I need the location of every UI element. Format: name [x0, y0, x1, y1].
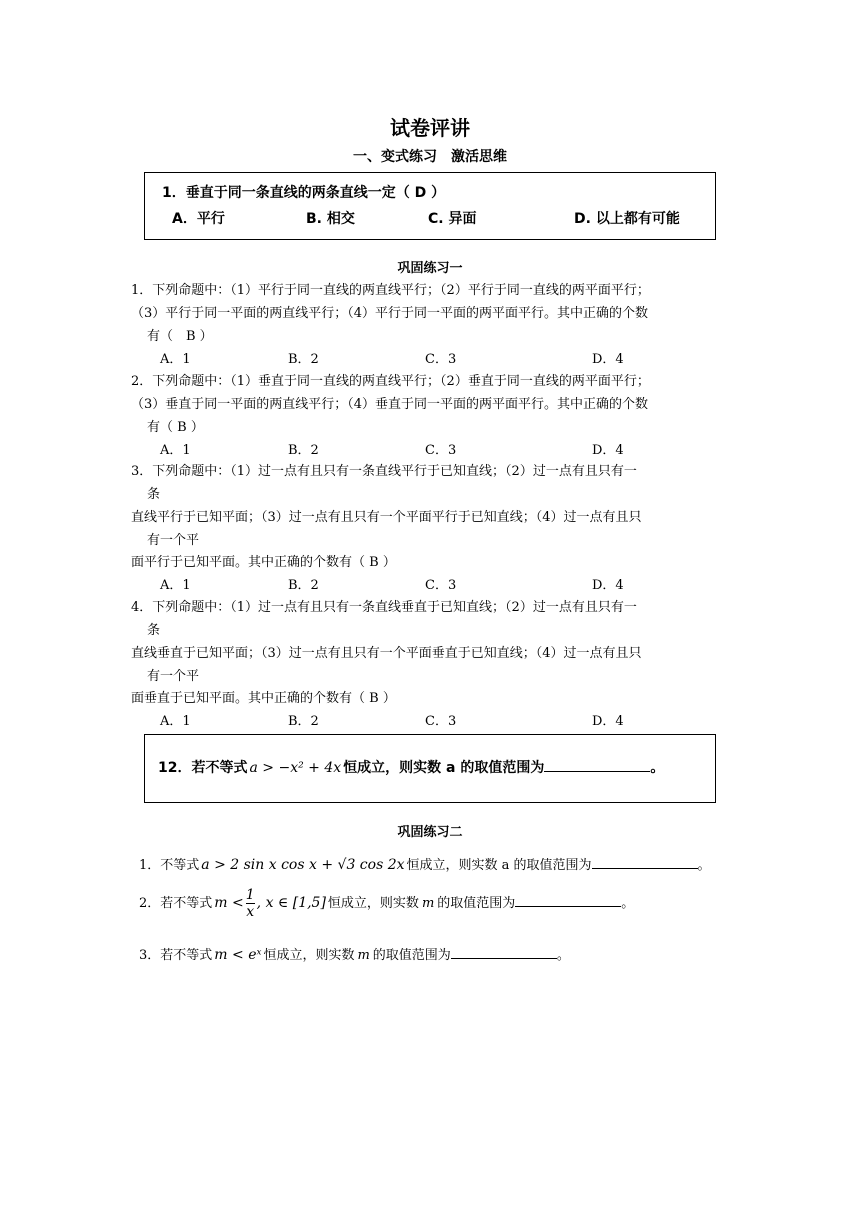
s2-q2-var: m [421, 896, 435, 911]
s2-q1-end: 。 [697, 858, 711, 873]
s1-q3-option-c: C．3 [425, 578, 457, 593]
box1-option-a: A．平行 [172, 211, 225, 227]
box1-option-b: B. 相交 [306, 211, 355, 227]
s1-q3-line2: 条 [147, 487, 161, 502]
box2-end: 。 [650, 760, 665, 776]
s2-q1-math: a > 2 sin x cos x + √3 cos 2x [201, 857, 405, 873]
s2-q2-frac-den: x [246, 904, 255, 920]
box1-option-c: C. 异面 [428, 211, 477, 227]
s2-q3 [139, 944, 570, 963]
s1-q3-option-b: B．2 [288, 578, 319, 593]
s1-q4-option-a: A．1 [160, 714, 191, 729]
s1-q2-option-c: C．3 [425, 443, 457, 458]
box2-math: a > −x² + 4x [249, 760, 342, 776]
s1-q3-option-a: A．1 [160, 578, 191, 593]
box2-question [158, 757, 664, 777]
s1-q3-option-d: D．4 [592, 578, 624, 593]
s1-q4-option-b: B．2 [288, 714, 319, 729]
s2-q1-prefix: 1．不等式 [139, 858, 200, 873]
s1-q2-line3: 有（ B ） [147, 420, 204, 435]
section-subtitle: 一、变式练习 激活思维 [353, 149, 507, 165]
s1-q4-line3: 直线垂直于已知平面；（3）过一点有且只有一个平面垂直于已知直线；（4）过一点有且只 [131, 646, 642, 661]
box2-answer-blank[interactable] [544, 759, 650, 772]
box2-prefix: 12．若不等式 [158, 760, 248, 776]
s2-q2-math-right: , x ∈ [1,5] [256, 895, 326, 911]
s1-q2-line2: （3）垂直于同一平面的两直线平行；（4）垂直于同一平面的两平面平行。其中正确的个数 [131, 397, 649, 412]
s1-q1-line2: （3）平行于同一平面的两直线平行；（4）平行于同一平面的两平面平行。其中正确的个数 [131, 306, 649, 321]
section2-heading: 巩固练习二 [397, 825, 463, 840]
s2-q3-suffix: 恒成立，则实数 [263, 948, 355, 963]
s1-q4-option-c: C．3 [425, 714, 457, 729]
s1-q1-option-b: B．2 [288, 352, 319, 367]
s1-q4-line5: 面垂直于已知平面。其中正确的个数有（ B ） [131, 691, 396, 706]
s1-q3-line1: 3．下列命题中：（1）过一点有且只有一条直线平行于已知直线；（2）过一点有且只有一 [131, 464, 637, 479]
s2-q2-end: 。 [621, 896, 635, 911]
box1-option-d: D. 以上都有可能 [574, 211, 680, 227]
s2-q2 [139, 887, 634, 920]
s2-q2-suffix: 恒成立，则实数 [327, 896, 419, 911]
s1-q1-option-a: A．1 [160, 352, 191, 367]
section1-heading: 巩固练习一 [397, 261, 463, 276]
s2-q3-prefix: 3．若不等式 [139, 948, 213, 963]
s1-q4-line4: 有一个平 [147, 669, 200, 684]
s1-q3-line4: 有一个平 [147, 533, 200, 548]
s2-q2-frac-num: 1 [245, 887, 255, 903]
s2-q3-answer-blank[interactable] [451, 946, 557, 959]
s1-q3-line3: 直线平行于已知平面；（3）过一点有且只有一个平面平行于已知直线；（4）过一点有且只 [131, 510, 642, 525]
box1-question: 1．垂直于同一条直线的两条直线一定（ D ） [162, 185, 446, 201]
box2-suffix: 恒成立，则实数 a 的取值范围为 [343, 760, 545, 776]
s2-q3-math: m < eˣ [214, 947, 262, 963]
s1-q1-option-d: D．4 [592, 352, 624, 367]
s2-q2-fraction [246, 887, 255, 920]
s2-q2-suffix2: 的取值范围为 [437, 896, 516, 911]
s2-q3-var: m [357, 948, 370, 963]
s2-q1-suffix: 恒成立，则实数 a 的取值范围为 [406, 858, 592, 873]
s1-q2-option-a: A．1 [160, 443, 191, 458]
page-title: 试卷评讲 [390, 116, 470, 140]
s1-q4-line2: 条 [147, 623, 161, 638]
s1-q2-option-d: D．4 [592, 443, 624, 458]
s2-q3-end: 。 [556, 948, 570, 963]
s1-q2-line1: 2．下列命题中：（1）垂直于同一直线的两直线平行；（2）垂直于同一直线的两平面平行； [131, 374, 650, 389]
s1-q2-option-b: B．2 [288, 443, 319, 458]
s2-q3-suffix2: 的取值范围为 [372, 948, 451, 963]
s1-q1-line3: 有（ B ） [147, 329, 213, 344]
s1-q1-option-c: C．3 [425, 352, 457, 367]
s1-q4-option-d: D．4 [592, 714, 624, 729]
s2-q2-prefix: 2．若不等式 [139, 896, 213, 911]
s1-q1-line1: 1．下列命题中：（1）平行于同一直线的两直线平行；（2）平行于同一直线的两平面平行； [131, 283, 650, 298]
s1-q3-line5: 面平行于已知平面。其中正确的个数有（ B ） [131, 555, 396, 570]
s2-q1 [139, 854, 711, 873]
s2-q1-answer-blank[interactable] [592, 856, 698, 869]
s2-q2-math-left: m < [214, 895, 244, 911]
s2-q2-answer-blank[interactable] [515, 894, 621, 907]
s1-q4-line1: 4．下列命题中：（1）过一点有且只有一条直线垂直于已知直线；（2）过一点有且只有一 [131, 600, 637, 615]
